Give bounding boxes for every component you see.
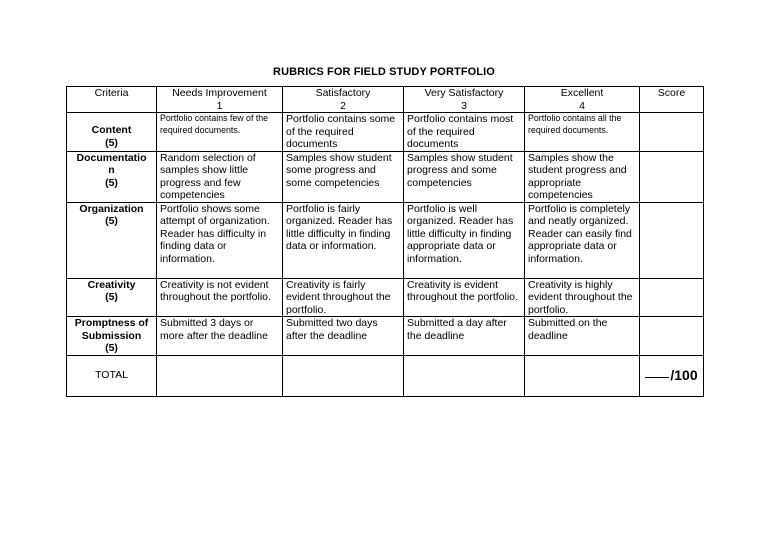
row-creativity [67,278,704,317]
criteria-label: Content [91,124,132,136]
total-score [640,355,704,396]
row-documentation [67,151,704,202]
criteria-label-cont: Submission [81,329,142,342]
cell-needs-improvement: Submitted 3 days or more after the deadline [157,317,283,356]
total-cell-empty [283,355,404,396]
criteria-organization [67,202,157,278]
rubric-table [66,86,704,397]
cell-score [640,317,704,356]
level-score: 1 [216,99,223,112]
cell-needs-improvement: Creativity is not evident throughout the portfolio. [157,278,283,317]
cell-score [640,151,704,202]
header-score: Score [640,87,704,113]
total-score-suffix: /100 [670,367,698,384]
cell-score [640,202,704,278]
cell-very-satisfactory: Samples show student progress and some competencies [404,151,525,202]
row-promptness [67,317,704,356]
criteria-promptness [67,317,157,356]
cell-score [640,278,704,317]
criteria-points: (5) [105,176,118,189]
header-excellent [525,87,640,113]
cell-needs-improvement: Portfolio contains few of the required documents. [157,113,283,152]
criteria-label: Promptness of [74,317,149,329]
cell-excellent: Samples show the student progress and appropriate competencies [525,151,640,202]
row-organization [67,202,704,278]
total-cell-empty [157,355,283,396]
cell-satisfactory: Portfolio is fairly organized. Reader has little difficulty in finding data or information. [283,202,404,278]
cell-excellent: Creativity is highly evident throughout the portfolio. [525,278,640,317]
total-cell-empty [525,355,640,396]
header-satisfactory [283,87,404,113]
cell-very-satisfactory: Portfolio is well organized. Reader has little difficulty in finding appropriate data or information. [404,202,525,278]
cell-satisfactory: Creativity is fairly evident throughout the portfolio. [283,278,404,317]
criteria-points: (5) [105,215,118,227]
cell-satisfactory: Portfolio contains some of the required documents [283,113,404,152]
criteria-label: Creativity [87,278,136,291]
criteria-documentation [67,151,157,202]
header-row [67,87,704,113]
row-content [67,113,704,152]
level-score: 4 [579,99,585,112]
cell-needs-improvement: Portfolio shows some attempt of organization. Reader has difficulty in finding data or information. [157,202,283,278]
cell-satisfactory: Samples show student some progress and some competencies [283,151,404,202]
cell-very-satisfactory: Creativity is evident throughout the portfolio. [404,278,525,317]
level-name: Very Satisfactory [424,87,504,99]
cell-very-satisfactory: Submitted a day after the deadline [404,317,525,356]
level-score: 2 [340,99,346,112]
level-name: Satisfactory [315,87,371,99]
criteria-content [67,113,157,152]
cell-satisfactory: Submitted two days after the deadline [283,317,404,356]
score-blank-line [645,377,669,378]
header-very-satisfactory [404,87,525,113]
cell-excellent: Submitted on the deadline [525,317,640,356]
criteria-label: Documentatio [76,151,147,164]
cell-excellent: Portfolio is completely and neatly organized. Reader can easily find appropriate data or information. [525,202,640,278]
row-total [67,355,704,396]
cell-score [640,113,704,152]
criteria-label: Organization [79,202,144,215]
document-title: RUBRICS FOR FIELD STUDY PORTFOLIO [273,66,495,78]
criteria-points: (5) [105,342,118,354]
cell-excellent: Portfolio contains all the required documents. [525,113,640,152]
criteria-points: (5) [105,136,118,149]
header-criteria: Criteria [67,87,157,113]
level-score: 3 [461,99,467,112]
criteria-points: (5) [105,291,118,303]
header-needs-improvement [157,87,283,113]
total-label: TOTAL [67,355,157,396]
total-cell-empty [404,355,525,396]
criteria-creativity [67,278,157,317]
cell-needs-improvement: Random selection of samples show little progress and few competencies [157,151,283,202]
level-name: Needs Improvement [172,87,267,99]
level-name: Excellent [560,87,604,99]
cell-very-satisfactory: Portfolio contains most of the required documents [404,113,525,152]
criteria-label-cont: n [108,164,115,176]
